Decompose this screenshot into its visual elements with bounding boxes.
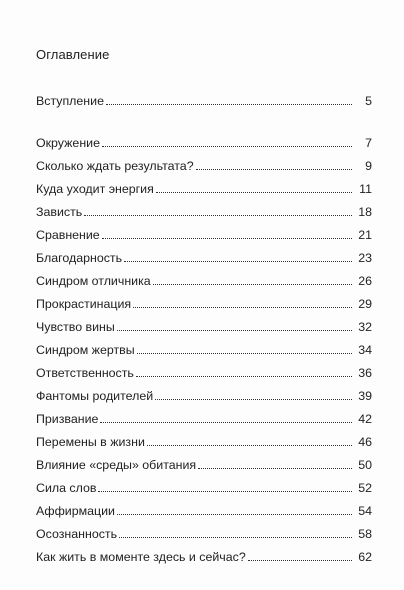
toc-entry-page: 50 (358, 458, 372, 472)
toc-entry-label: Прокрастинация (36, 297, 132, 311)
toc-entry-label: Благодарность (36, 251, 123, 265)
toc-entry-label: Окружение (36, 136, 100, 150)
dot-leader (117, 514, 352, 515)
toc-entry (36, 272, 372, 288)
toc-entry-label: Сколько ждать результата? (36, 159, 194, 173)
toc-entry-page: 54 (358, 504, 372, 518)
toc-entry-page: 58 (358, 527, 372, 541)
toc-entry (36, 525, 372, 541)
toc-entry-label: Ответственность (36, 366, 134, 380)
toc-entry-page: 26 (358, 274, 372, 288)
toc-entry-label: Влияние «среды» обитания (36, 458, 197, 472)
toc-entry-page: 34 (358, 343, 372, 357)
toc-entry-label: Как жить в моменте здесь и сейчас? (36, 550, 246, 564)
dot-leader (124, 261, 352, 262)
toc-entry-page: 46 (358, 435, 372, 449)
toc-entry-label: Синдром отличника (36, 274, 151, 288)
toc-entry (36, 433, 372, 449)
toc-entry (36, 92, 372, 108)
dot-leader (147, 445, 352, 446)
toc-entry-page: 9 (365, 159, 372, 173)
dot-leader (98, 491, 352, 492)
toc-entry-page: 18 (358, 205, 372, 219)
toc-entry-label: Куда уходит энергия (36, 182, 154, 196)
toc-entry-page: 11 (359, 182, 372, 196)
dot-leader (156, 192, 352, 193)
toc-entry (36, 456, 372, 472)
toc-entry-page: 36 (358, 366, 372, 380)
dot-leader (133, 307, 352, 308)
dot-leader (137, 353, 352, 354)
dot-leader (198, 468, 352, 469)
dot-leader (155, 399, 352, 400)
dot-leader (153, 284, 352, 285)
toc-entry-label: Аффирмации (36, 504, 115, 518)
toc-entry (36, 134, 372, 150)
dot-leader (248, 560, 352, 561)
toc-entry-page: 21 (358, 228, 372, 242)
dot-leader (102, 146, 352, 147)
toc-entry (36, 341, 372, 357)
toc-entry-label: Призвание (36, 412, 99, 426)
dot-leader (196, 169, 352, 170)
toc-entry (36, 387, 372, 403)
toc-entry-page: 62 (358, 550, 372, 564)
dot-leader (117, 330, 352, 331)
toc-entry (36, 548, 372, 564)
toc-entry (36, 180, 372, 196)
toc-entry (36, 226, 372, 242)
dot-leader (100, 422, 352, 423)
toc-entry (36, 203, 372, 219)
toc-entry (36, 318, 372, 334)
toc-entry (36, 364, 372, 380)
dot-leader (136, 376, 352, 377)
toc-entry-label: Чувство вины (36, 320, 115, 334)
toc-entry-label: Сравнение (36, 228, 100, 242)
toc-entry (36, 410, 372, 426)
toc-entry-label: Фантомы родителей (36, 389, 154, 403)
dot-leader (102, 238, 352, 239)
toc-entry (36, 479, 372, 495)
toc-entry-page: 32 (358, 320, 372, 334)
toc-entry-page: 42 (358, 412, 372, 426)
toc-entry-page: 5 (365, 94, 372, 108)
toc-entry-label: Перемены в жизни (36, 435, 145, 449)
toc-entry-label: Сила слов (36, 481, 97, 495)
toc-title: Оглавление (36, 47, 110, 62)
toc-entry (36, 502, 372, 518)
toc-entry-page: 52 (358, 481, 372, 495)
toc-entry-label: Зависть (36, 205, 83, 219)
toc-entry-label: Осознанность (36, 527, 118, 541)
toc-entry (36, 157, 372, 173)
dot-leader (84, 215, 352, 216)
toc-entry-page: 7 (365, 136, 372, 150)
toc-entry-label: Синдром жертвы (36, 343, 135, 357)
dot-leader (106, 104, 352, 105)
dot-leader (119, 537, 352, 538)
toc-entry-page: 39 (358, 389, 372, 403)
toc-entry (36, 249, 372, 265)
toc-entry-label: Вступление (36, 94, 104, 108)
toc-entry (36, 295, 372, 311)
toc-entry-page: 29 (358, 297, 372, 311)
toc-entry-page: 23 (358, 251, 372, 265)
